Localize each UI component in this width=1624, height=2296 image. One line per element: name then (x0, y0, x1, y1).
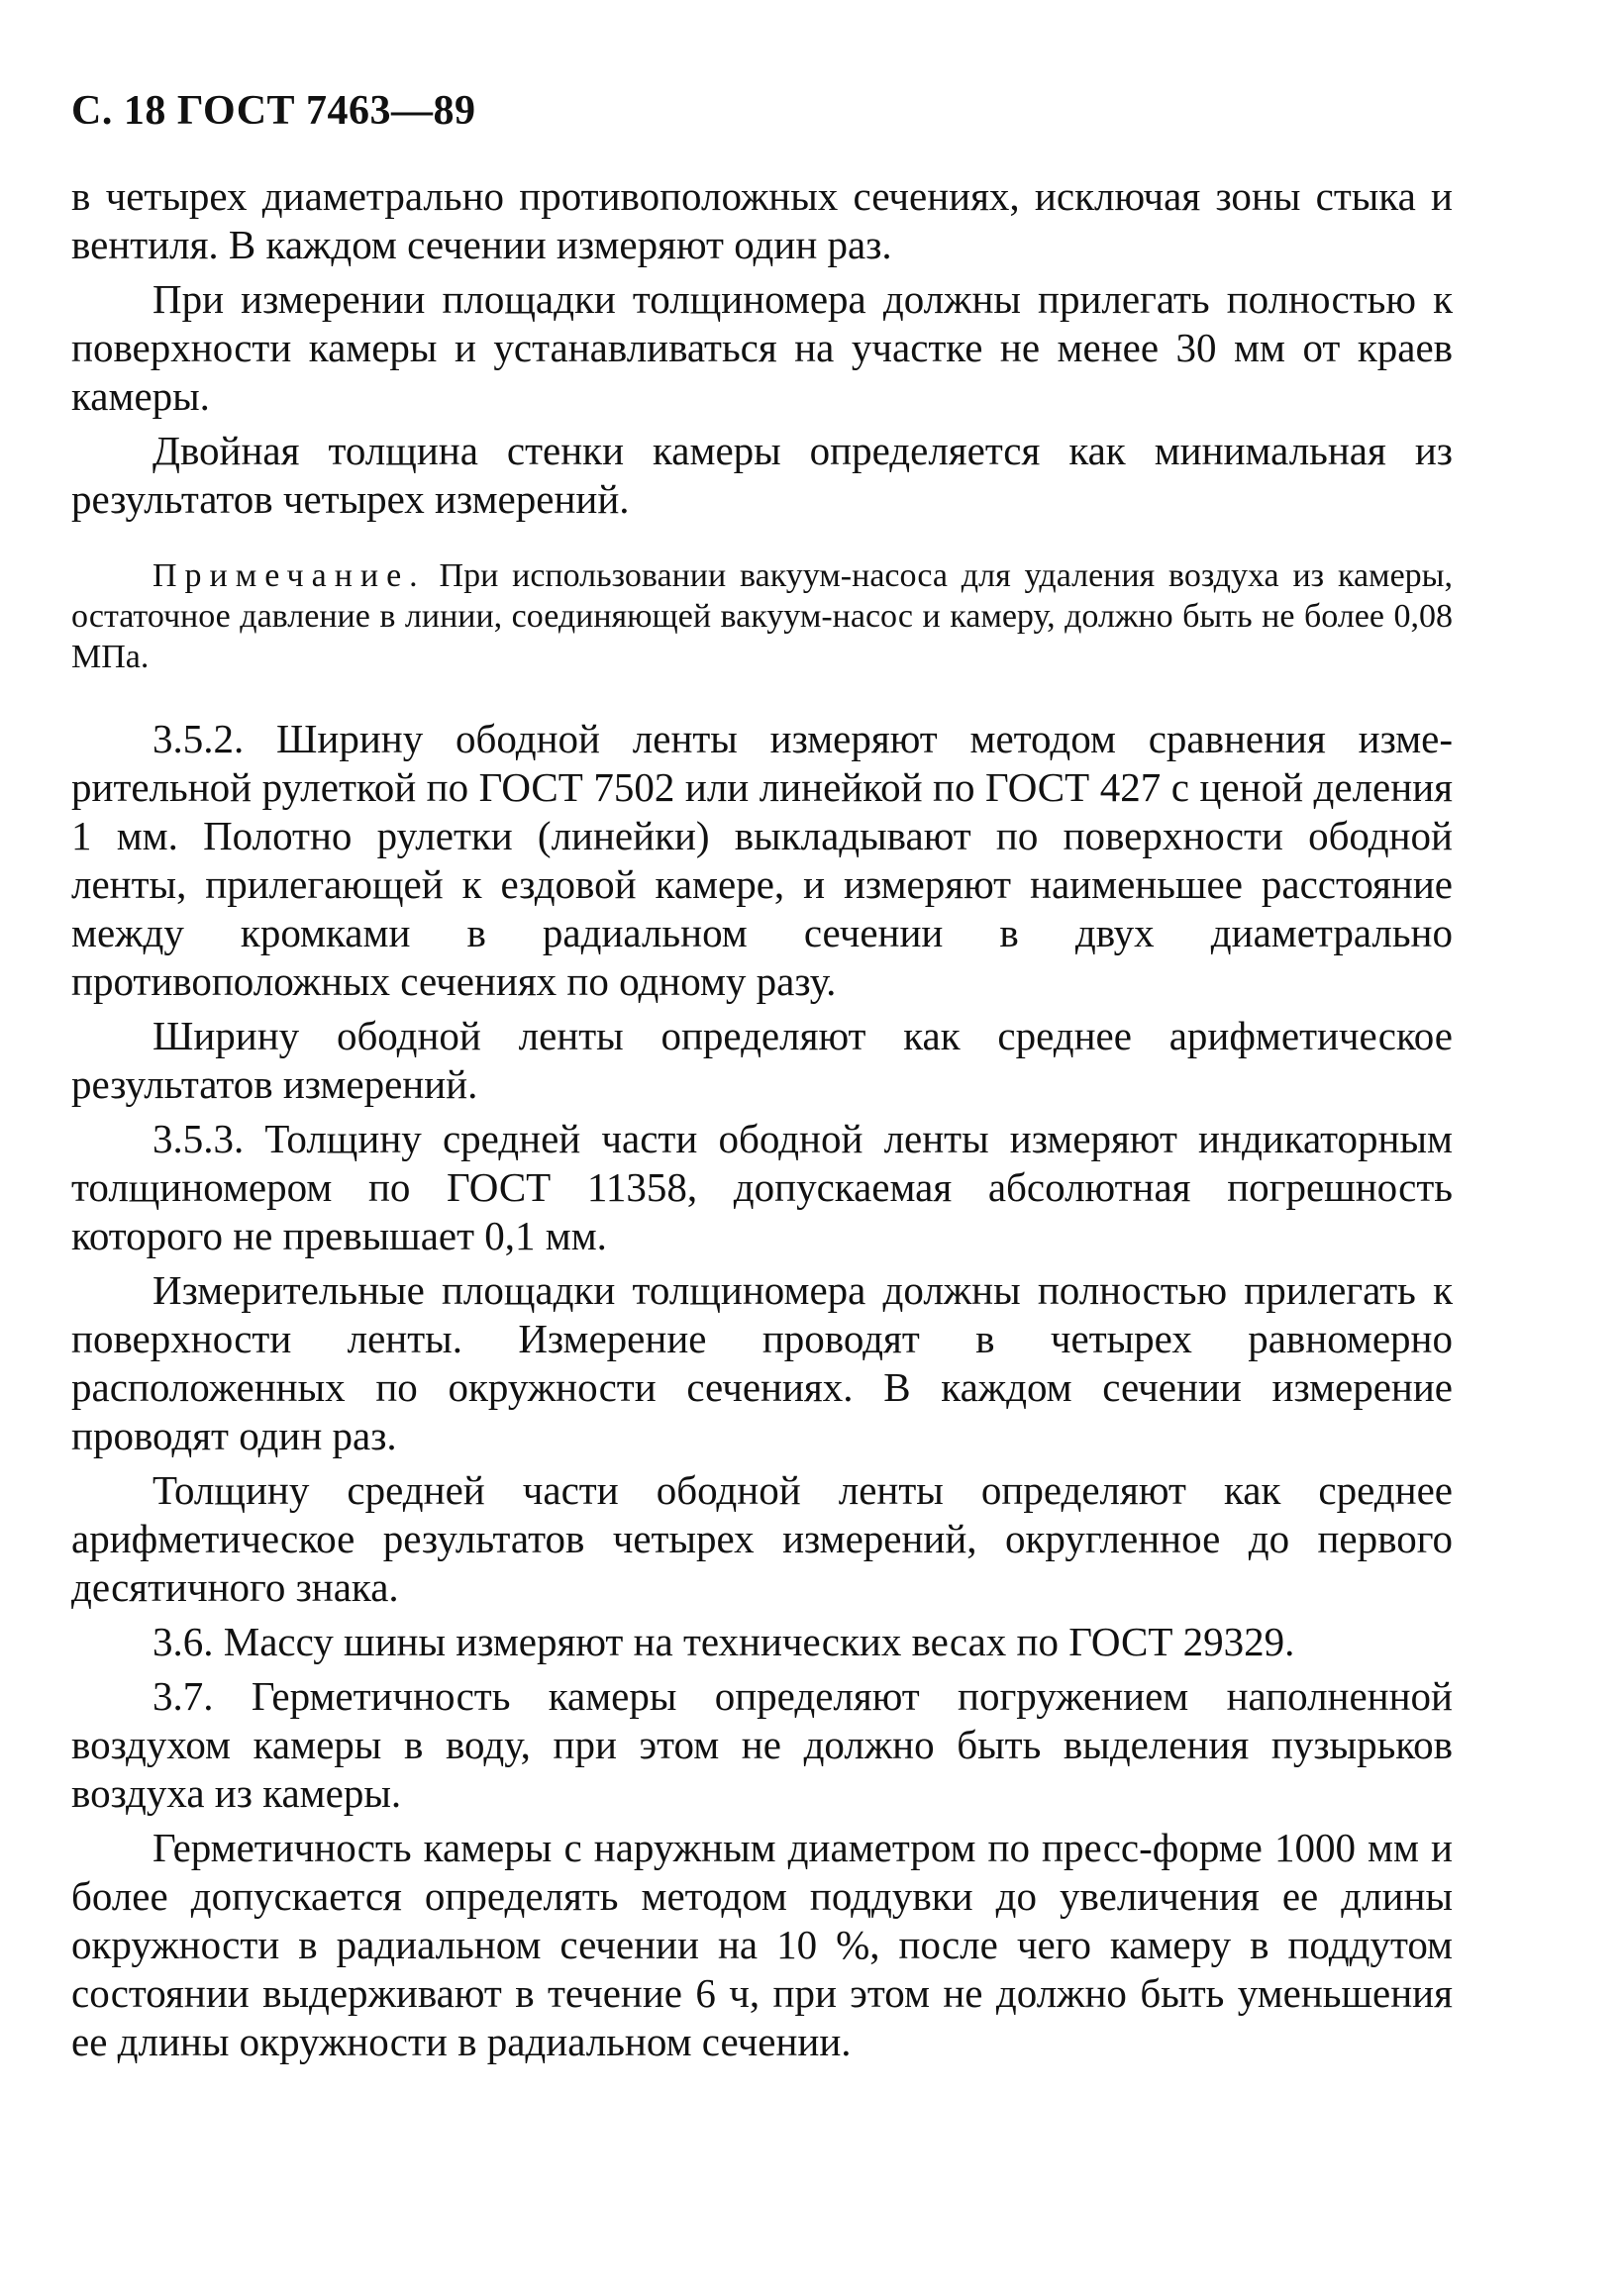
paragraph-rim-width-average: Ширину ободной ленты определяют как среднее арифметическое результатов измерений. (71, 1013, 1453, 1107)
paragraph-inflation-method: Герметичность камеры с наружным диаметром по пресс-форме 1000 мм и более допускается определять методом поддувки до увеличения ее длины окружности в радиальном сечении на 10 %, после чего камеру в поддутом состоянии выдерживают в течение 6 ч, при этом не должно быть уменьшения ее длины окружности в радиальном сечении. (71, 1825, 1453, 2064)
note-label: Примечание. (152, 557, 426, 594)
paragraph-3-7: 3.7. Герметичность камеры определяют погружением наполненной воздухом камеры в воду, при этом не должно быть выделения пузырьков воздуха из камеры. (71, 1673, 1453, 1816)
paragraph-continuation: в четырех диаметрально противоположных сечениях, исключая зоны стыка и вентиля. В каждом сечении измеряют один раз. (71, 173, 1453, 267)
paragraph-double-thickness: Двойная толщина стенки камеры определяется как минимальная из результатов четырех измерений. (71, 428, 1453, 522)
paragraph-3-5-2: 3.5.2. Ширину ободной ленты измеряют методом сравнения измерительной рулеткой по ГОСТ 7502 или линейкой по ГОСТ 427 с ценой деления 1 мм. Полотно рулетки (линейки) выкладывают по поверхности ободной ленты, прилегающей к ездовой камере, и измеряют наименьшее расстояние между кромками в радиальном сечении в двух диаметрально противоположных сечениях по одному разу. (71, 716, 1453, 1004)
body-text (71, 172, 1453, 2072)
paragraph-measuring-pads: Измерительные площадки толщиномера должны полностью прилегать к поверхности ленты. Измерение проводят в четырех равномерно расположенных по окружности сечениях. В каждом сечении измерение проводят один раз. (71, 1267, 1453, 1458)
paragraph-3-6: 3.6. Массу шины измеряют на технических весах по ГОСТ 29329. (152, 1619, 1295, 1664)
paragraph-thickness-average: Толщину средней части ободной ленты определяют как среднее арифметическое результатов четырех измерений, округленное до первого десятичного знака. (71, 1467, 1453, 1610)
running-header: С. 18 ГОСТ 7463—89 (71, 88, 476, 134)
paragraph-gauge-contact: При измерении площадки толщиномера должны прилегать полностью к поверхности камеры и устанавливаться на участке не менее 30 мм от краев камеры. (71, 276, 1453, 419)
note-block (71, 555, 1453, 677)
paragraph-3-5-3: 3.5.3. Толщину средней части ободной ленты измеряют индикаторным толщиномером по ГОСТ 11358, допускаемая абсолютная погрешность которого не превышает 0,1 мм. (71, 1116, 1453, 1258)
note-text: При использовании вакуум-насоса для удаления воздуха из камеры, остаточное давление в линии, соединяющей вакуум-насос и камеру, должно быть не более 0,08 МПа. (71, 557, 1453, 675)
